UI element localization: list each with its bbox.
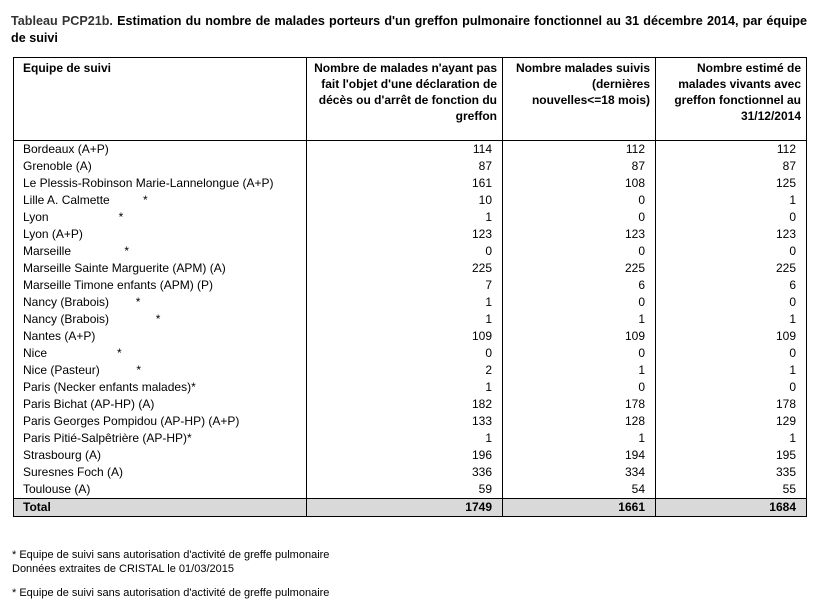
row-followed: 0 [503,345,656,362]
row-not-declared: 161 [307,175,503,192]
row-team: Marseille Sainte Marguerite (APM) (A) [14,260,307,277]
row-followed: 6 [503,277,656,294]
row-team: Le Plessis-Robinson Marie-Lannelongue (A+P) [14,175,307,192]
row-team: Strasbourg (A) [14,447,307,464]
row-estimated: 55 [656,481,807,499]
row-team: Nantes (A+P) [14,328,307,345]
total-followed: 1661 [503,499,656,517]
grafted-patients-table [13,57,807,517]
row-followed: 0 [503,209,656,226]
table-row [14,413,807,430]
row-estimated: 6 [656,277,807,294]
row-followed: 225 [503,260,656,277]
row-not-declared: 2 [307,362,503,379]
table-row [14,209,807,226]
row-followed: 178 [503,396,656,413]
footnote: * Equipe de suivi sans autorisation d'activité de greffe pulmonaire [12,549,330,561]
row-team: Lyon (A+P) [14,226,307,243]
table-row [14,328,807,345]
total-row [14,499,807,517]
row-estimated: 0 [656,209,807,226]
row-team: Nice * [14,345,307,362]
row-not-declared: 7 [307,277,503,294]
row-not-declared: 123 [307,226,503,243]
table-row [14,379,807,396]
table-row [14,396,807,413]
row-estimated: 87 [656,158,807,175]
row-team: Lille A. Calmette * [14,192,307,209]
row-not-declared: 1 [307,209,503,226]
table-row [14,362,807,379]
row-not-declared: 1 [307,379,503,396]
row-followed: 0 [503,379,656,396]
table-caption: Estimation du nombre de malades porteurs d'un greffon pulmonaire fonctionnel au 31 décembre 2014, par équipe de suivi [11,14,808,45]
row-followed: 123 [503,226,656,243]
row-team: Marseille * [14,243,307,260]
row-team: Suresnes Foch (A) [14,464,307,481]
row-followed: 0 [503,192,656,209]
header-patients-followed: Nombre malades suivis (dernières nouvelles<=18 mois) [503,58,656,141]
table-header-row [14,58,807,141]
total-estimated: 1684 [656,499,807,517]
table-row [14,447,807,464]
row-estimated: 1 [656,311,807,328]
row-not-declared: 0 [307,243,503,260]
row-estimated: 123 [656,226,807,243]
row-estimated: 0 [656,243,807,260]
row-not-declared: 1 [307,311,503,328]
table-row [14,192,807,209]
row-estimated: 0 [656,345,807,362]
row-followed: 112 [503,141,656,159]
row-team: Grenoble (A) [14,158,307,175]
row-team: Toulouse (A) [14,481,307,499]
total-not-declared: 1749 [307,499,503,517]
row-team: Paris Bichat (AP-HP) (A) [14,396,307,413]
header-estimated-alive: Nombre estimé de malades vivants avec greffon fonctionnel au 31/12/2014 [656,58,807,141]
table-row [14,141,807,159]
row-followed: 108 [503,175,656,192]
row-estimated: 0 [656,379,807,396]
row-team: Paris Pitié-Salpêtrière (AP-HP)* [14,430,307,447]
row-followed: 109 [503,328,656,345]
table-row [14,345,807,362]
row-followed: 128 [503,413,656,430]
table-row [14,226,807,243]
row-team: Paris (Necker enfants malades)* [14,379,307,396]
row-estimated: 1 [656,362,807,379]
row-estimated: 178 [656,396,807,413]
footnote-repeat: * Equipe de suivi sans autorisation d'activité de greffe pulmonaire [12,587,330,599]
table-row [14,430,807,447]
row-estimated: 225 [656,260,807,277]
data-source-note: Données extraites de CRISTAL le 01/03/2015 [12,563,234,575]
table-body [14,141,807,499]
row-estimated: 1 [656,430,807,447]
row-estimated: 125 [656,175,807,192]
row-not-declared: 196 [307,447,503,464]
row-followed: 1 [503,430,656,447]
table-row [14,277,807,294]
row-not-declared: 0 [307,345,503,362]
total-label: Total [14,499,307,517]
row-not-declared: 10 [307,192,503,209]
table-title [11,13,807,47]
table-row [14,158,807,175]
header-team: Equipe de suivi [14,58,307,141]
table-row [14,481,807,499]
table-number: Tableau PCP21b. [11,14,113,28]
header-patients-not-declared: Nombre de malades n'ayant pas fait l'objet d'une déclaration de décès ou d'arrêt de fonction du greffon [307,58,503,141]
row-estimated: 195 [656,447,807,464]
row-not-declared: 109 [307,328,503,345]
row-team: Bordeaux (A+P) [14,141,307,159]
row-followed: 0 [503,243,656,260]
row-followed: 0 [503,294,656,311]
table-row [14,260,807,277]
row-not-declared: 114 [307,141,503,159]
row-team: Marseille Timone enfants (APM) (P) [14,277,307,294]
row-not-declared: 133 [307,413,503,430]
row-not-declared: 225 [307,260,503,277]
row-followed: 54 [503,481,656,499]
row-estimated: 0 [656,294,807,311]
table-row [14,464,807,481]
table-row [14,243,807,260]
row-estimated: 1 [656,192,807,209]
table-row [14,294,807,311]
row-estimated: 109 [656,328,807,345]
row-not-declared: 1 [307,294,503,311]
row-not-declared: 182 [307,396,503,413]
row-followed: 1 [503,362,656,379]
row-followed: 334 [503,464,656,481]
row-not-declared: 87 [307,158,503,175]
row-estimated: 335 [656,464,807,481]
row-estimated: 112 [656,141,807,159]
row-team: Lyon * [14,209,307,226]
row-team: Paris Georges Pompidou (AP-HP) (A+P) [14,413,307,430]
row-team: Nice (Pasteur) * [14,362,307,379]
row-not-declared: 1 [307,430,503,447]
row-team: Nancy (Brabois) * [14,294,307,311]
table-row [14,175,807,192]
row-followed: 194 [503,447,656,464]
row-estimated: 129 [656,413,807,430]
row-followed: 87 [503,158,656,175]
row-followed: 1 [503,311,656,328]
row-team: Nancy (Brabois) * [14,311,307,328]
row-not-declared: 59 [307,481,503,499]
table-row [14,311,807,328]
row-not-declared: 336 [307,464,503,481]
